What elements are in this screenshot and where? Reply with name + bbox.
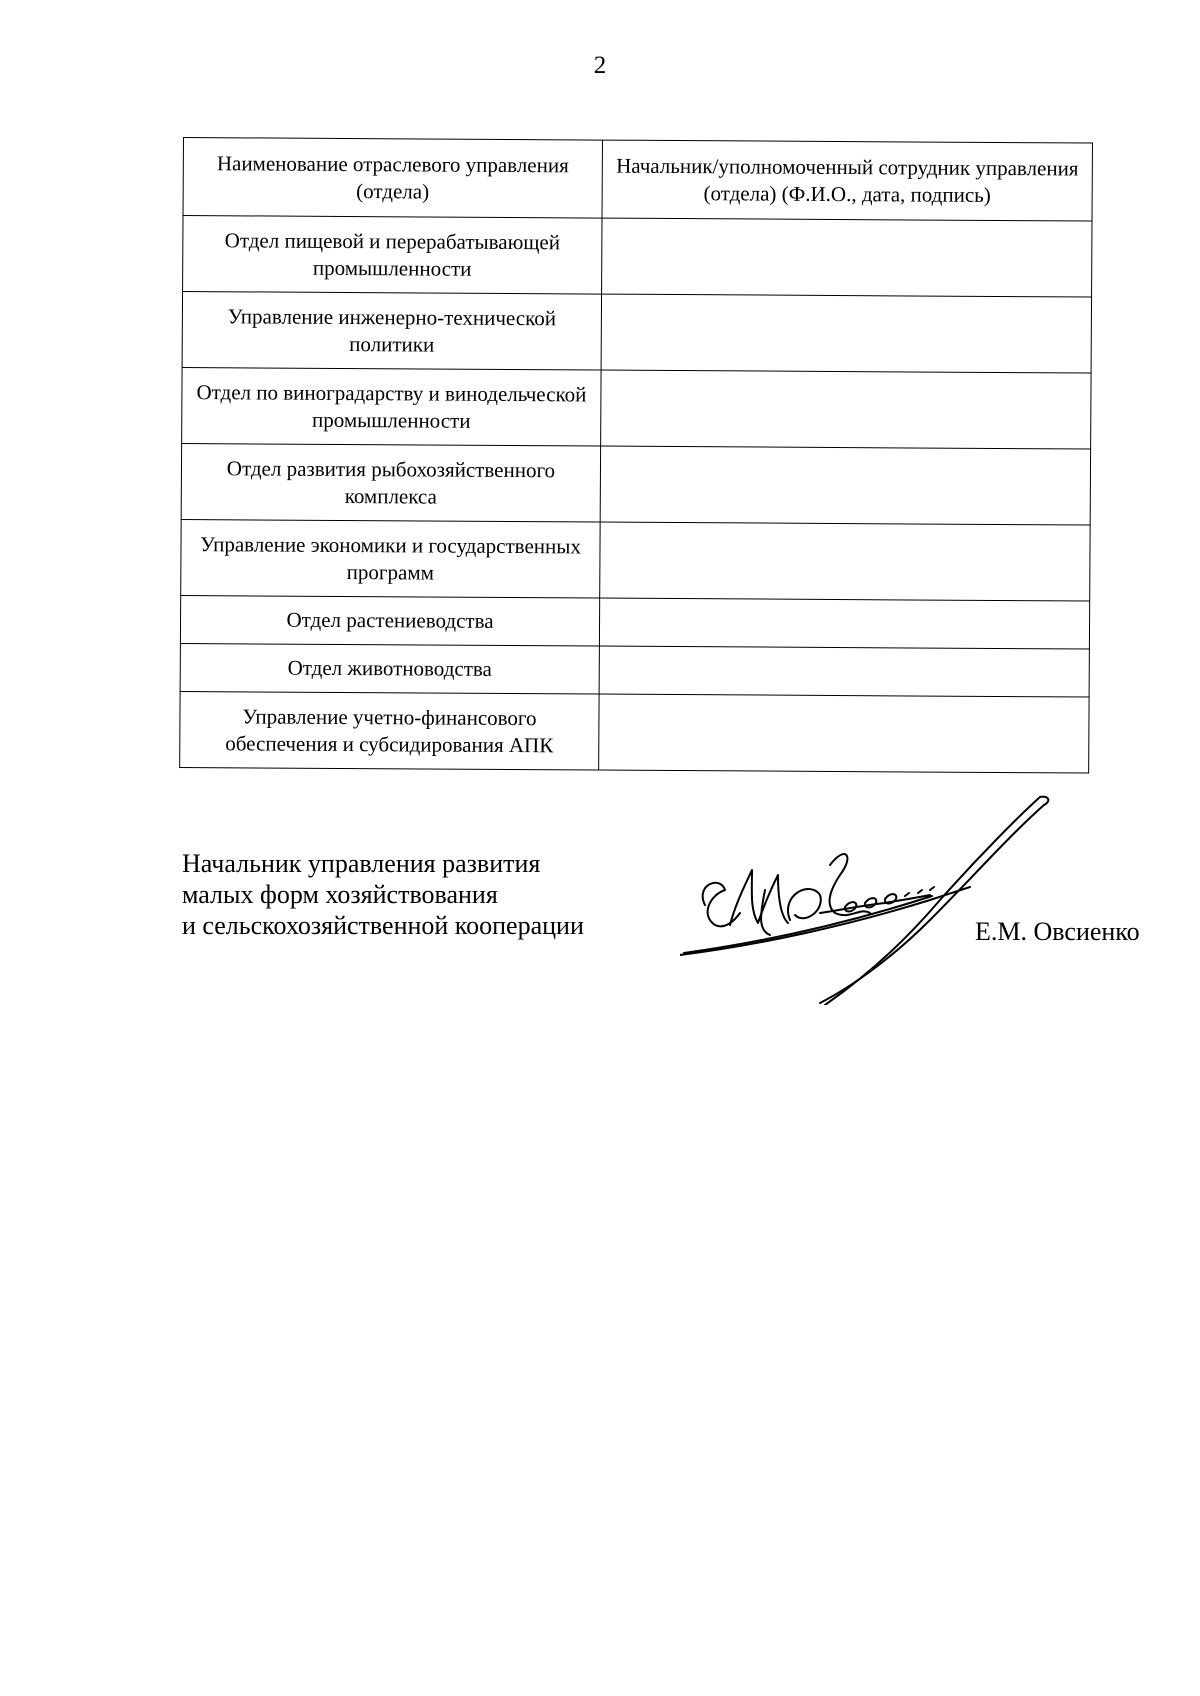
signature-cell (601, 294, 1091, 373)
department-cell: Отдел растениеводства (180, 595, 599, 646)
signature-cell (599, 598, 1089, 649)
table-row (182, 292, 1091, 374)
signer-name: Е.М. Овсиенко (975, 917, 1140, 946)
header-department: Наименование отраслевого управления (отдела) (183, 138, 602, 219)
position-line: малых форм хозяйствования (182, 880, 498, 909)
signature-cell (601, 370, 1091, 449)
department-cell: Управление учетно-финансового обеспечения и субсидирования АПК (180, 691, 599, 770)
table-row (180, 643, 1089, 697)
signature-cell (600, 522, 1090, 601)
table-row (181, 443, 1090, 525)
signatory-position (182, 848, 584, 941)
approval-table (179, 137, 1093, 774)
department-cell: Отдел животноводства (180, 643, 599, 694)
department-cell: Отдел развития рыбохозяйственного комплекса (181, 443, 600, 522)
signature-cell (600, 446, 1090, 525)
position-line: Начальник управления развития (182, 849, 541, 878)
signature-cell (602, 218, 1092, 297)
signature-cell (599, 646, 1089, 697)
table-row (180, 595, 1089, 649)
table-row (183, 216, 1092, 298)
position-line: и сельскохозяйственной кооперации (182, 911, 584, 940)
page-number: 2 (593, 52, 607, 79)
department-cell: Отдел по виноградарству и винодельческой промышленности (182, 367, 601, 446)
table-row (181, 519, 1090, 601)
table-row (182, 367, 1091, 449)
department-cell: Отдел пищевой и перерабатывающей промышленности (183, 216, 602, 295)
header-signature: Начальник/уполномоченный сотрудник управления (отдела) (Ф.И.О., дата, подпись) (602, 140, 1092, 221)
department-cell: Управление инженерно-технической политики (182, 292, 601, 371)
table-row (180, 691, 1089, 773)
table-header-row (183, 138, 1092, 222)
department-cell: Управление экономики и государственных программ (181, 519, 600, 598)
signature-cell (599, 694, 1089, 773)
handwritten-signature (680, 795, 1080, 1005)
